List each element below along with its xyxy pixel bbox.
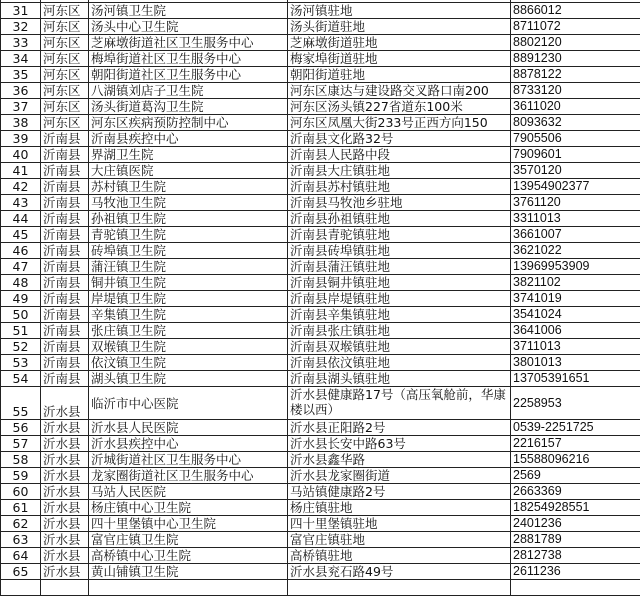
institution-name-cell: 铜井镇卫生院	[89, 275, 288, 291]
table-row	[1, 484, 640, 500]
row-number: 65	[1, 564, 41, 580]
district-cell: 沂水县	[41, 420, 89, 436]
institution-name-cell: 界湖卫生院	[89, 147, 288, 163]
phone-cell: 0539-2251725	[511, 420, 640, 436]
table-row	[1, 532, 640, 548]
phone-cell: 2812738	[511, 548, 640, 564]
district-cell: 沂水县	[41, 436, 89, 452]
phone-cell: 7909601	[511, 147, 640, 163]
table-row	[1, 179, 640, 195]
table-row	[1, 211, 640, 227]
address-cell: 杨庄镇驻地	[288, 500, 511, 516]
district-cell: 沂水县	[41, 564, 89, 580]
phone-cell: 3641006	[511, 323, 640, 339]
phone-cell: 15588096216	[511, 452, 640, 468]
district-cell: 沂南县	[41, 147, 89, 163]
address-cell: 沂南县双堠镇驻地	[288, 339, 511, 355]
phone-cell: 3541024	[511, 307, 640, 323]
address-cell: 沂南县辛集镇驻地	[288, 307, 511, 323]
row-number: 52	[1, 339, 41, 355]
table-row	[1, 371, 640, 387]
row-number: 63	[1, 532, 41, 548]
address-cell: 沂南县孙祖镇驻地	[288, 211, 511, 227]
address-cell: 汤河镇驻地	[288, 3, 511, 19]
row-number: 35	[1, 67, 41, 83]
phone-cell: 3761120	[511, 195, 640, 211]
institution-name-cell: 大庄镇医院	[89, 163, 288, 179]
phone-cell: 8711072	[511, 19, 640, 35]
row-number: 39	[1, 131, 41, 147]
phone-cell: 2569	[511, 468, 640, 484]
institution-name-cell: 砖埠镇卫生院	[89, 243, 288, 259]
address-cell: 高桥镇驻地	[288, 548, 511, 564]
row-number: 62	[1, 516, 41, 532]
row-number: 54	[1, 371, 41, 387]
table-row	[1, 548, 640, 564]
address-cell: 沂水县龙家圈街道	[288, 468, 511, 484]
row-number: 43	[1, 195, 41, 211]
row-number: 48	[1, 275, 41, 291]
phone-cell: 8866012	[511, 3, 640, 19]
address-cell: 沂南县青驼镇驻地	[288, 227, 511, 243]
table-row	[1, 420, 640, 436]
phone-cell: 3711013	[511, 339, 640, 355]
address-cell: 沂南县岸堤镇驻地	[288, 291, 511, 307]
district-cell: 沂南县	[41, 371, 89, 387]
institution-name-cell: 黄山铺镇卫生院	[89, 564, 288, 580]
address-cell: 沂南县湖头镇驻地	[288, 371, 511, 387]
row-number: 57	[1, 436, 41, 452]
institution-name-cell: 沂南县疾控中心	[89, 131, 288, 147]
institution-name-cell: 沂水县疾控中心	[89, 436, 288, 452]
district-cell: 沂南县	[41, 163, 89, 179]
address-cell: 沂南县蒲汪镇驻地	[288, 259, 511, 275]
address-cell: 沂南县砖埠镇驻地	[288, 243, 511, 259]
address-cell: 沂南县人民路中段	[288, 147, 511, 163]
phone-cell: 3611020	[511, 99, 640, 115]
institution-name-cell: 沂水县人民医院	[89, 420, 288, 436]
phone-cell: 3621022	[511, 243, 640, 259]
address-cell: 沂南县大庄镇驻地	[288, 163, 511, 179]
district-cell: 沂南县	[41, 243, 89, 259]
address-cell: 河东区康达与建设路交叉路口南200	[288, 83, 511, 99]
district-cell: 河东区	[41, 83, 89, 99]
address-cell: 芝麻墩街道驻地	[288, 35, 511, 51]
row-number: 32	[1, 19, 41, 35]
institution-name-cell: 梅埠街道社区卫生服务中心	[89, 51, 288, 67]
table-cell	[288, 580, 511, 596]
institution-name-cell: 苏村镇卫生院	[89, 179, 288, 195]
institution-name-cell: 汤头街道葛沟卫生院	[89, 99, 288, 115]
row-number: 49	[1, 291, 41, 307]
row-number: 40	[1, 147, 41, 163]
institution-name-cell: 张庄镇卫生院	[89, 323, 288, 339]
address-cell: 沂水县鑫华路	[288, 452, 511, 468]
phone-cell: 13954902377	[511, 179, 640, 195]
address-cell: 沂水县正阳路2号	[288, 420, 511, 436]
table-row	[1, 452, 640, 468]
table-row	[1, 275, 640, 291]
row-number: 51	[1, 323, 41, 339]
table-row	[1, 83, 640, 99]
district-cell: 沂南县	[41, 355, 89, 371]
institution-name-cell: 杨庄镇中心卫生院	[89, 500, 288, 516]
district-cell: 沂水县	[41, 387, 89, 420]
address-cell: 沂南县张庄镇驻地	[288, 323, 511, 339]
table-row	[1, 468, 640, 484]
phone-cell: 8733120	[511, 83, 640, 99]
district-cell: 河东区	[41, 19, 89, 35]
phone-cell: 3570120	[511, 163, 640, 179]
table-row	[1, 259, 640, 275]
district-cell: 沂南县	[41, 195, 89, 211]
table-row-partial	[1, 580, 640, 596]
table-row	[1, 307, 640, 323]
table-row	[1, 291, 640, 307]
institution-name-cell: 蒲汪镇卫生院	[89, 259, 288, 275]
address-cell: 沂水县长安中路63号	[288, 436, 511, 452]
district-cell: 沂南县	[41, 179, 89, 195]
table-row	[1, 227, 640, 243]
district-cell: 沂南县	[41, 227, 89, 243]
row-number: 38	[1, 115, 41, 131]
phone-cell: 2401236	[511, 516, 640, 532]
table-row	[1, 147, 640, 163]
table-row	[1, 500, 640, 516]
institution-name-cell: 四十里堡镇中心卫生院	[89, 516, 288, 532]
address-cell: 四十里堡镇驻地	[288, 516, 511, 532]
institution-name-cell: 临沂市中心医院	[89, 387, 288, 420]
district-cell: 沂水县	[41, 452, 89, 468]
row-number: 55	[1, 387, 41, 420]
institution-name-cell: 沂城街道社区卫生服务中心	[89, 452, 288, 468]
district-cell: 沂南县	[41, 211, 89, 227]
institution-name-cell: 河东区疾病预防控制中心	[89, 115, 288, 131]
phone-cell: 2881789	[511, 532, 640, 548]
clinic-table-body	[1, 0, 640, 596]
row-number: 58	[1, 452, 41, 468]
row-number: 50	[1, 307, 41, 323]
phone-cell: 2216157	[511, 436, 640, 452]
row-number: 36	[1, 83, 41, 99]
district-cell: 沂南县	[41, 291, 89, 307]
institution-name-cell: 汤河镇卫生院	[89, 3, 288, 19]
table-cell	[41, 580, 89, 596]
table-row	[1, 3, 640, 19]
table-row	[1, 51, 640, 67]
phone-cell: 8093632	[511, 115, 640, 131]
row-number: 41	[1, 163, 41, 179]
row-number: 46	[1, 243, 41, 259]
phone-cell: 3821102	[511, 275, 640, 291]
phone-cell: 18254928551	[511, 500, 640, 516]
institution-name-cell: 马牧池卫生院	[89, 195, 288, 211]
institution-name-cell: 依汶镇卫生院	[89, 355, 288, 371]
table-row	[1, 131, 640, 147]
table-row	[1, 323, 640, 339]
district-cell: 沂南县	[41, 339, 89, 355]
institution-name-cell: 岸堤镇卫生院	[89, 291, 288, 307]
table-row	[1, 115, 640, 131]
district-cell: 河东区	[41, 115, 89, 131]
table-row	[1, 19, 640, 35]
phone-cell: 3801013	[511, 355, 640, 371]
address-cell: 河东区凤凰大街233号正西方向150	[288, 115, 511, 131]
institution-name-cell: 龙家圈街道社区卫生服务中心	[89, 468, 288, 484]
institution-name-cell: 朝阳街道社区卫生服务中心	[89, 67, 288, 83]
address-cell: 沂水县兖石路49号	[288, 564, 511, 580]
institution-name-cell: 双堠镇卫生院	[89, 339, 288, 355]
table-cell	[511, 580, 640, 596]
district-cell: 河东区	[41, 35, 89, 51]
row-number: 34	[1, 51, 41, 67]
district-cell: 河东区	[41, 67, 89, 83]
row-number: 45	[1, 227, 41, 243]
district-cell: 沂水县	[41, 500, 89, 516]
table-row	[1, 436, 640, 452]
table-row	[1, 355, 640, 371]
row-number: 64	[1, 548, 41, 564]
district-cell: 河东区	[41, 99, 89, 115]
address-cell: 沂南县铜井镇驻地	[288, 275, 511, 291]
table-row	[1, 67, 640, 83]
district-cell: 沂水县	[41, 468, 89, 484]
table-row	[1, 339, 640, 355]
phone-cell: 7905506	[511, 131, 640, 147]
institution-name-cell: 汤头中心卫生院	[89, 19, 288, 35]
institution-name-cell: 孙祖镇卫生院	[89, 211, 288, 227]
phone-cell: 2611236	[511, 564, 640, 580]
row-number: 44	[1, 211, 41, 227]
phone-cell: 8891230	[511, 51, 640, 67]
table-row	[1, 387, 640, 420]
district-cell: 河东区	[41, 51, 89, 67]
address-cell: 沂南县依汶镇驻地	[288, 355, 511, 371]
address-cell: 朝阳街道驻地	[288, 67, 511, 83]
institution-name-cell: 辛集镇卫生院	[89, 307, 288, 323]
table-row	[1, 99, 640, 115]
district-cell: 沂南县	[41, 131, 89, 147]
phone-cell: 13705391651	[511, 371, 640, 387]
address-cell: 沂南县苏村镇驻地	[288, 179, 511, 195]
address-cell: 沂南县文化路32号	[288, 131, 511, 147]
table-row	[1, 564, 640, 580]
institution-name-cell: 芝麻墩街道社区卫生服务中心	[89, 35, 288, 51]
row-number: 37	[1, 99, 41, 115]
table-row	[1, 35, 640, 51]
district-cell: 沂南县	[41, 307, 89, 323]
phone-cell: 2258953	[511, 387, 640, 420]
row-number: 59	[1, 468, 41, 484]
institution-name-cell: 八湖镇刘店子卫生院	[89, 83, 288, 99]
phone-cell: 8802120	[511, 35, 640, 51]
table-row	[1, 243, 640, 259]
row-number: 56	[1, 420, 41, 436]
phone-cell: 3661007	[511, 227, 640, 243]
table-row	[1, 195, 640, 211]
district-cell: 沂水县	[41, 516, 89, 532]
institution-name-cell: 湖头镇卫生院	[89, 371, 288, 387]
address-cell: 汤头街道驻地	[288, 19, 511, 35]
row-number: 53	[1, 355, 41, 371]
address-cell: 马站镇健康路2号	[288, 484, 511, 500]
address-cell: 梅家埠街道驻地	[288, 51, 511, 67]
phone-cell: 2663369	[511, 484, 640, 500]
row-number: 61	[1, 500, 41, 516]
institution-name-cell: 富官庄镇卫生院	[89, 532, 288, 548]
row-number: 33	[1, 35, 41, 51]
district-cell: 沂水县	[41, 484, 89, 500]
institution-name-cell: 青驼镇卫生院	[89, 227, 288, 243]
table-cell	[89, 580, 288, 596]
institution-name-cell: 高桥镇中心卫生院	[89, 548, 288, 564]
phone-cell: 8878122	[511, 67, 640, 83]
phone-cell: 3311013	[511, 211, 640, 227]
phone-cell: 13969953909	[511, 259, 640, 275]
table-row	[1, 163, 640, 179]
address-cell: 河东区汤头镇227省道东100米	[288, 99, 511, 115]
district-cell: 沂南县	[41, 275, 89, 291]
address-cell: 沂南县马牧池乡驻地	[288, 195, 511, 211]
address-cell: 沂水县健康路17号（高压氧舱前，华康楼以西）	[288, 387, 511, 420]
row-number: 31	[1, 3, 41, 19]
table-cell	[1, 580, 41, 596]
district-cell: 沂水县	[41, 532, 89, 548]
phone-cell: 3741019	[511, 291, 640, 307]
district-cell: 沂南县	[41, 259, 89, 275]
district-cell: 河东区	[41, 3, 89, 19]
district-cell: 沂水县	[41, 548, 89, 564]
table-row	[1, 516, 640, 532]
institution-name-cell: 马站人民医院	[89, 484, 288, 500]
district-cell: 沂南县	[41, 323, 89, 339]
address-cell: 富官庄镇驻地	[288, 532, 511, 548]
row-number: 47	[1, 259, 41, 275]
row-number: 42	[1, 179, 41, 195]
row-number: 60	[1, 484, 41, 500]
